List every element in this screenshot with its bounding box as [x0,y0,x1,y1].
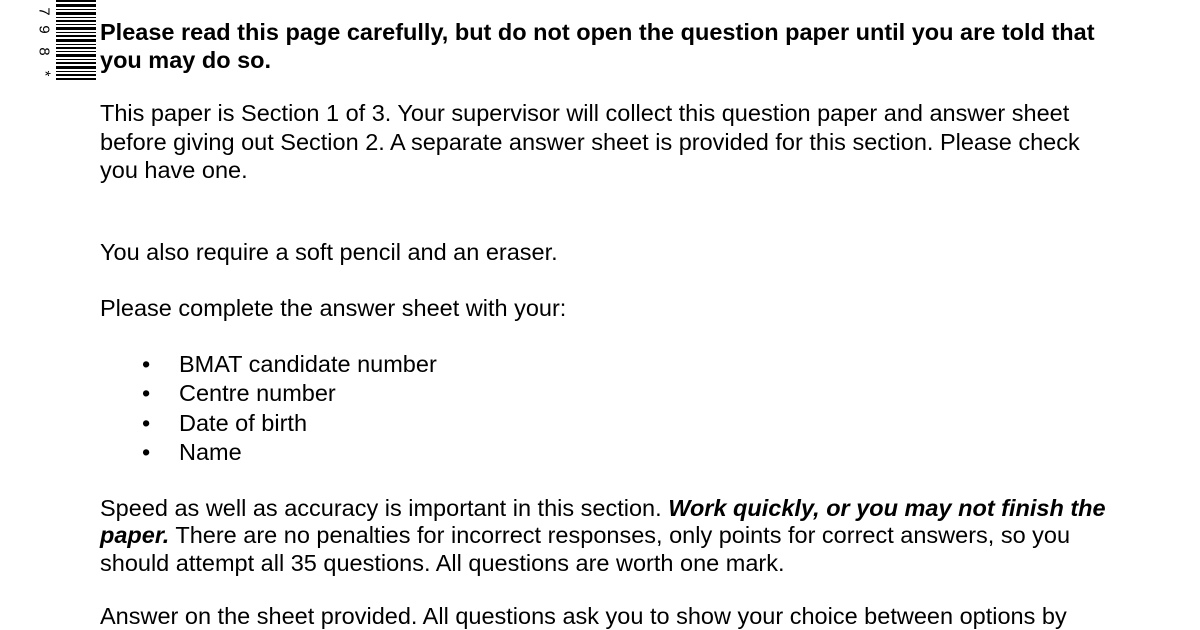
list-item-label: Name [179,439,242,465]
speed-text-end: There are no penalties for incorrect responses, only points for correct answers, so you should attempt all 35 questions. All questions are worth one mark. [100,522,1071,576]
page-heading: Please read this page carefully, but do not open the question paper until you are told that you may do so. [100,19,1095,73]
barcode-digit: 7 [34,6,52,16]
section-info-paragraph: This paper is Section 1 of 3. Your supervisor will collect this question paper and answer sheet before giving out Section 2. A separate answer sheet is provided for this section. Please check you have one. [100,100,1080,183]
list-item-label: Centre number [179,380,336,406]
bullet: • [142,439,151,465]
complete-intro-paragraph: Please complete the answer sheet with your: [100,295,567,321]
list-item-label: Date of birth [179,409,308,436]
answer-sheet-items-list [100,350,1110,468]
speed-text-start: Speed as well as accuracy is important in this section. [100,494,669,521]
barcode [30,0,98,86]
barcode-digit: * [34,68,52,78]
answer-instructions-paragraph: Answer on the sheet provided. All questions ask you to show your choice between options by [100,603,1067,629]
requirements-paragraph: You also require a soft pencil and an eraser. [100,238,558,265]
bullet: • [142,350,151,377]
barcode-bars [56,0,96,80]
list-item-label: BMAT candidate number [179,350,437,377]
speed-paragraph [100,495,1110,578]
list-item [100,438,1110,468]
list-item [100,409,1110,439]
speed-emphasis: Work quickly, or you may not finish the paper. [100,494,1106,548]
list-item [100,379,1110,409]
barcode-digits [32,0,54,86]
list-item [100,350,1110,380]
barcode-digit: 8 [34,46,52,56]
bullet: • [142,380,151,406]
instructions-page [100,18,1110,630]
bullet: • [142,409,151,436]
barcode-digit: 9 [34,24,52,34]
